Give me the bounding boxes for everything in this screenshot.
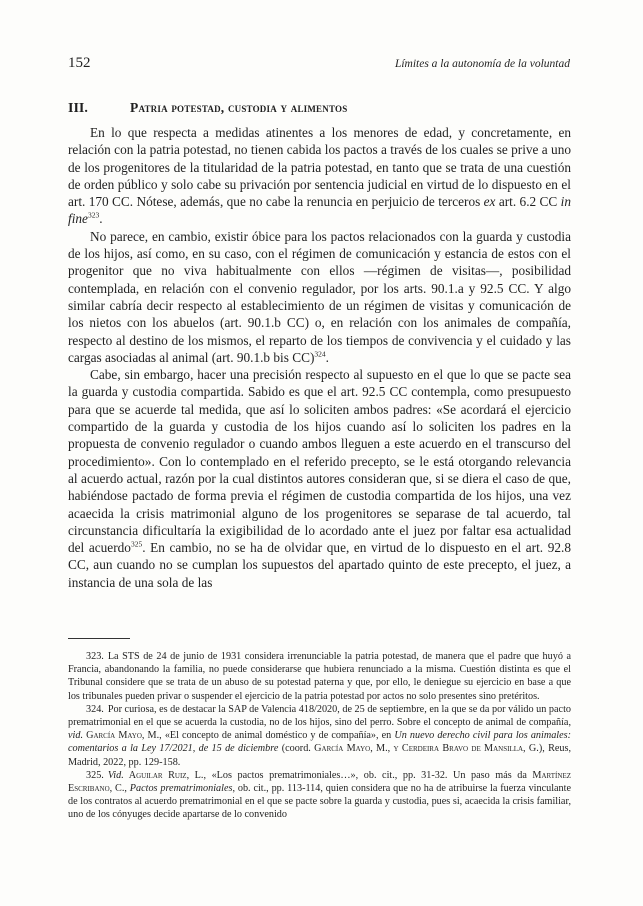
section-heading [68, 100, 570, 117]
citation-vid: vid. [68, 730, 83, 742]
citation-author: García Mayo, M., y Cerdeira Bravo de Mansilla, G. [314, 743, 539, 755]
footnote-text: La STS de 24 de junio de 1931 considera irrenunciable la patria potestad, de manera que el padre que huyó a Francia, abandonando la familia, no puede considerarse que hubiera renunciado a la misma. Cuestión distinta es que el Tribunal considere que se trata de un abuso de su potestad paterna y que, por ello, le deniegue su ejercicio en base a que los tribunales pueden privar o suspender el ejercicio de la patria potestad por actos no solo presentes sino pretéritos. [68, 651, 571, 702]
paragraph-text: Cabe, sin embargo, hacer una precisión respecto al supuesto en el que lo que se pacte sea la guarda y custodia compartida. Sabido es que el art. 92.5 CC contempla, como presupuesto para que se acuerde tal medida, que así lo soliciten ambos padres: «Se acordará el ejercicio compartido de la guarda y custodia de los hijos cuando así lo soliciten los padres en la propuesta de convenio regulador o cuando ambos lleguen a este acuerdo en el transcurso del procedimiento». Con lo contemplado en el referido precepto, se le está otorgando relevancia al acuerdo actual, razón por la cual distintos autores consideran que, si se diera el caso de que, habiéndose pactado de forma previa el régimen de custodia compartida de los hijos, una vez acaecida la crisis matrimonial alguno de los progenitores se separase de tal acuerdo, tal circunstancia dificultaría la exigibilidad de lo acordado ante el juez por faltar esa actualidad del acuerdo [68, 367, 571, 556]
paragraph-2 [68, 228, 571, 366]
footnote-number: 324. [86, 703, 104, 715]
running-title: Límites a la autonomía de la voluntad [394, 58, 570, 70]
citation-author: Martínez Escribano, C., [68, 769, 571, 795]
footnote-ref-325[interactable]: 325 [130, 539, 143, 549]
citation-book-title: Pactos prematrimoniales [129, 783, 233, 795]
page-number: 152 [68, 55, 91, 71]
citation-author: García Mayo, M., [83, 730, 165, 742]
footnote-text: Por curiosa, es de destacar la SAP de Valencia 418/2020, de 25 de septiembre, en la que se da por válido un pacto prematrimonial en el que se acuerda la custodia, no de los hijos, sino del perro. Sobre el concepto de animal de compañía, [68, 703, 571, 729]
footnote-text: «Los pactos prematrimoniales…», ob. cit., pp. 31-32. Un paso más da [211, 769, 533, 781]
footnote-number: 325. [86, 769, 104, 781]
footnote-text: ), Reus, Madrid, 2022, pp. 129-158. [68, 743, 572, 768]
footnote-text: «El concepto de animal doméstico y de compañía», en [164, 730, 395, 742]
footnote-323 [68, 650, 571, 703]
footnote-ref-323[interactable]: 323 [87, 211, 100, 221]
footnote-ref-324[interactable]: 324 [314, 349, 326, 359]
footnote-separator [68, 638, 130, 639]
italic-term: in fine [68, 194, 571, 227]
section-title: Patria potestad, custodia y alimentos [130, 100, 348, 115]
running-header [68, 55, 570, 72]
footnote-324 [68, 703, 571, 769]
footnote-number: 323. [86, 651, 104, 662]
paragraph-text: art. 6.2 CC [495, 194, 561, 210]
paragraph-text: . [99, 211, 103, 227]
footnote-text: , ob. cit., pp. 113-114, quien considera que no ha de atribuirse la fuerza vinculante de los contratos al acuerdo prematrimonial en el que se pacte sobre la guarda y custodia, pues si, acaecida la crisis familiar, uno de los cónyuges decide apartarse de lo convenido [68, 783, 571, 821]
citation-book-title: Un nuevo derecho civil para los animales: comentarios a la Ley 17/2021, de 15 de diciembre [68, 730, 572, 755]
paragraph-text: No parece, en cambio, existir óbice para los pactos relacionados con la guarda y custodia de los hijos, así como, en su caso, con el régimen de comunicación y estancia de estos con el progenitor que no viva habitualmente con ellos —régimen de visitas—, posibilidad contemplada, en relación con el convenio regulador, por los arts. 90.1.a y 92.5 CC. Y algo similar cabría decir respecto al establecimiento de un régimen de visitas y comunicación de los nietos con los abuelos (art. 90.1.b CC) o, en relación con los animales de compañía, respecto al destino de los mismos, el reparto de los tiempos de convivencia y el cuidado y las cargas asociadas al animal (art. 90.1.b bis CC) [68, 228, 571, 365]
paragraph-3 [68, 366, 571, 591]
paragraph-text: . En cambio, no se ha de olvidar que, en virtud de lo dispuesto en el art. 92.8 CC, aun cuando no se cumplan los supuestos del apartado quinto de este precepto, el juez, a instancia de una sola de las [68, 540, 571, 590]
footnotes [68, 650, 571, 822]
section-number: III. [68, 101, 88, 116]
paragraph-1 [68, 124, 571, 228]
body-text [68, 124, 571, 591]
italic-term: ex [483, 194, 496, 210]
paragraph-text: . [325, 349, 329, 365]
footnote-text: (coord. [278, 743, 315, 755]
footnote-325 [68, 769, 571, 822]
paragraph-text: En lo que respecta a medidas atinentes a los menores de edad, y concretamente, en relación con la patria potestad, no tienen cabida los pactos a través de los cuales se prive a uno de los progenitores de la titularidad de la patria potestad, en tanto que se trata de una cuestión de orden público y solo cabe su privación por sentencia judicial en virtud de lo dispuesto en el art. 170 CC. Nótese, además, que no cabe la renuncia en perjuicio de terceros [68, 125, 571, 210]
citation-vid: Vid. [107, 769, 124, 781]
citation-author: Aguilar Ruiz, L., [123, 769, 212, 781]
